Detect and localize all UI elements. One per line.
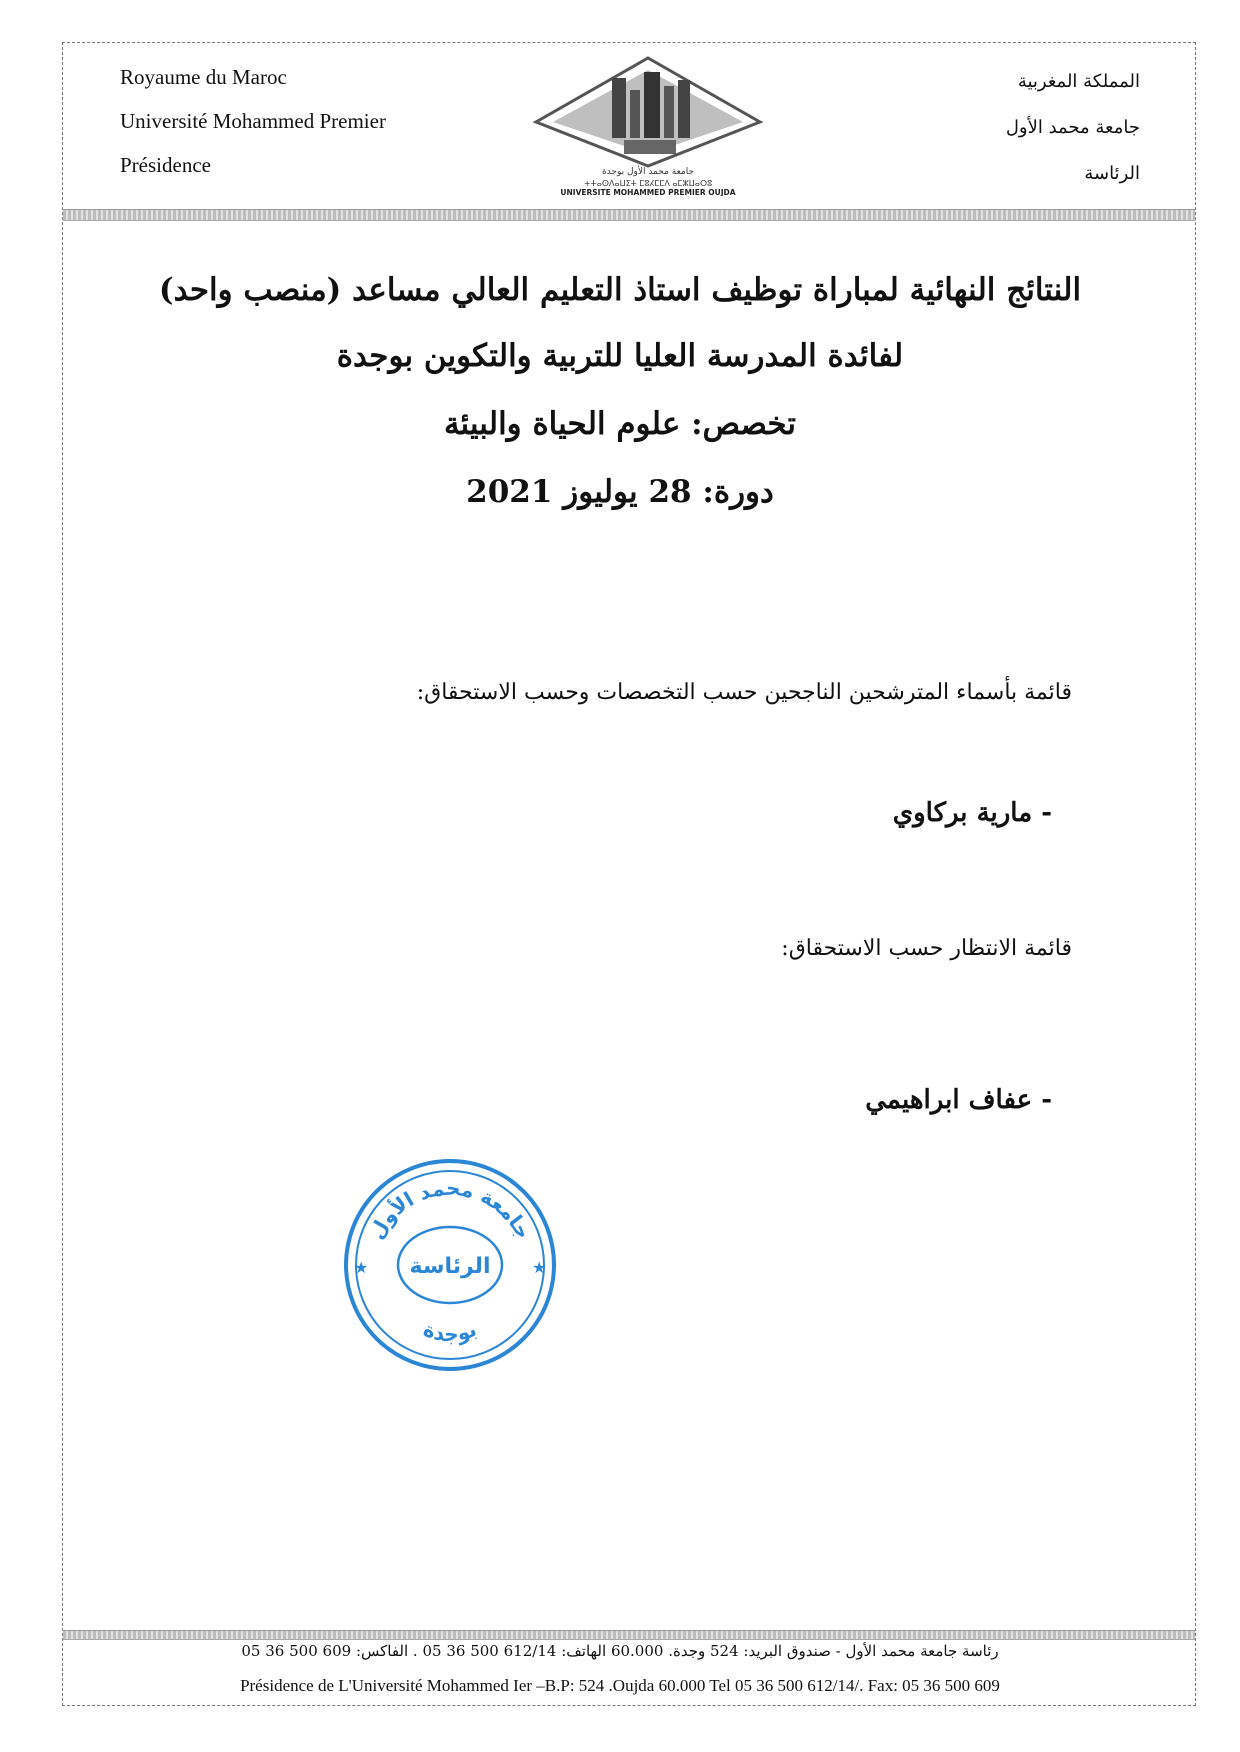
admitted-list-heading: قائمة بأسماء المترشحين الناجحين حسب التخصصات وحسب الاستحقاق: — [416, 680, 1072, 705]
waiting-candidate-name: - عفاف ابراهيمي — [865, 1085, 1052, 1115]
header-university-fr: Université Mohammed Premier — [120, 109, 386, 133]
footer-arabic-address: رئاسة جامعة محمد الأول - صندوق البريد: 524 وجدة. 60.000 الهاتف: 612/14 500 36 05 . الفاكس: 609 500 36 05 — [241, 1642, 999, 1660]
header-presidency-ar: الرئاسة — [1084, 163, 1140, 184]
svg-text:+ⵜⴰⵙⴷⴰⵡⵉⵜ ⵎⵓⵃⵎⵎⴷ ⴰⵎⵣⵡⴰⵔⵓ: +ⵜⴰⵙⴷⴰⵡⵉⵜ ⵎⵓⵃⵎⵎⴷ ⴰⵎⵣⵡⴰⵔⵓ — [583, 179, 713, 188]
stamp-outer-text: جامعة محمد الأول — [363, 1175, 537, 1243]
header-kingdom-ar: المملكة المغربية — [1017, 71, 1140, 92]
header-university-ar: جامعة محمد الأول — [1005, 117, 1140, 138]
title-line-2: لفائدة المدرسة العليا للتربية والتكوين بوجدة — [336, 338, 904, 374]
stamp-center-text: الرئاسة — [409, 1254, 491, 1279]
header-arabic-block — [1006, 64, 1140, 202]
stamp-star-left-icon: ★ — [354, 1258, 369, 1277]
title-line-1: النتائج النهائية لمباراة توظيف استاذ التعليم العالي مساعد (منصب واحد) — [158, 272, 1082, 308]
header-divider — [63, 209, 1195, 221]
university-logo — [528, 50, 768, 196]
logo-caption: UNIVERSITE MOHAMMED PREMIER OUJDA — [560, 188, 736, 196]
stamp-star-right-icon: ★ — [532, 1258, 547, 1277]
footer-divider — [63, 1630, 1195, 1640]
header-presidency-fr: Présidence — [120, 153, 211, 177]
logo-arabic-caption: جامعة محمد الأول بوجدة — [601, 167, 695, 177]
stamp-bottom-text: بوجدة — [420, 1316, 480, 1347]
title-specialty: تخصص: علوم الحياة والبيئة — [443, 406, 797, 442]
official-stamp — [340, 1155, 560, 1375]
admitted-candidate-name: - مارية بركاوي — [892, 798, 1052, 828]
title-session-date: دورة: 28 يوليوز 2021 — [466, 474, 774, 510]
header-kingdom-fr: Royaume du Maroc — [120, 65, 287, 89]
header-french-block — [120, 60, 386, 192]
waiting-list-heading: قائمة الانتظار حسب الاستحقاق: — [781, 936, 1072, 961]
footer-french-address: Présidence de L'Université Mohammed Ier –B.P: 524 .Oujda 60.000 Tel 05 36 500 612/14/. Fax: 05 36 500 609 — [240, 1676, 1000, 1695]
